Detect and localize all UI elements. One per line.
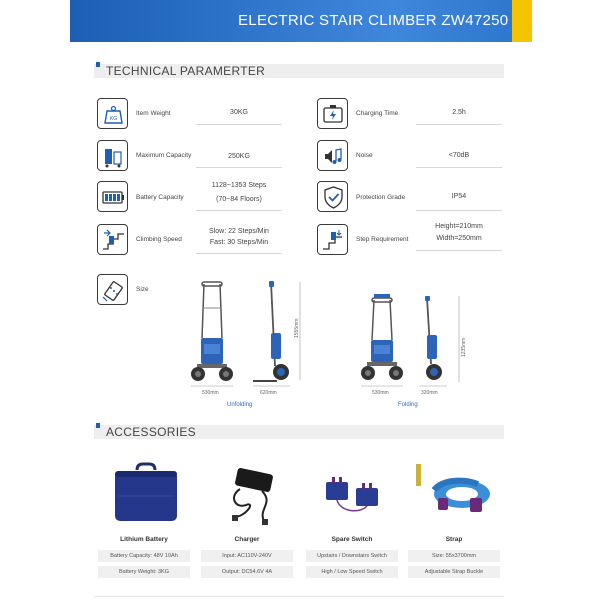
accessory-spec-strap-2: Adjustable Strap Buckle xyxy=(408,566,500,578)
accessory-name-charger: Charger xyxy=(234,536,260,543)
folding-caption: Folding xyxy=(398,402,418,408)
page-title: ELECTRIC STAIR CLIMBER ZW47250 xyxy=(238,12,509,29)
protection-grade-label: Protection Grade xyxy=(356,194,406,201)
bottom-divider xyxy=(94,596,504,597)
divider xyxy=(196,167,282,168)
divider xyxy=(196,210,282,211)
step-height-value: Height=210mm xyxy=(435,223,483,230)
protection-grade-value: IP54 xyxy=(451,193,467,200)
charger-image xyxy=(222,465,282,527)
accessory-spec-charger-2: Output: DC54.6V 4A xyxy=(201,566,293,578)
lithium-battery-image xyxy=(110,462,182,527)
unfolding-drawing xyxy=(185,278,310,393)
climbing-speed-fast: Fast: 30 Steps/Min xyxy=(209,239,269,246)
noise-icon xyxy=(317,140,348,171)
divider xyxy=(416,210,502,211)
unfolding-caption: Unfolding xyxy=(227,402,253,408)
accessory-spec-strap-1: Size: 55x3700mm xyxy=(408,550,500,562)
section-marker xyxy=(96,423,100,428)
accessory-name-strap: Strap xyxy=(445,536,463,543)
size-icon xyxy=(97,274,128,305)
folding-width: 530mm xyxy=(372,390,389,396)
battery-capacity-floors: (70~84 Floors) xyxy=(216,196,262,203)
section-marker xyxy=(96,62,100,67)
spare-switch-image xyxy=(322,470,384,520)
climbing-speed-label: Climbing Speed xyxy=(136,236,182,243)
battery-capacity-label: Battery Capacity xyxy=(136,194,184,201)
technical-section-title: TECHNICAL PARAMERTER xyxy=(106,64,266,78)
divider xyxy=(416,250,502,251)
charging-time-value: 2.5h xyxy=(452,109,466,116)
unfolding-width: 530mm xyxy=(202,390,219,396)
charging-time-label: Charging Time xyxy=(356,110,399,117)
step-width-value: Width=250mm xyxy=(436,235,482,242)
strap-image xyxy=(412,460,497,525)
max-capacity-label: Maximum Capacity xyxy=(136,152,192,159)
item-weight-label: Item Weight xyxy=(136,110,171,117)
weight-icon xyxy=(97,98,128,129)
climbing-speed-slow: Slow: 22 Steps/Min xyxy=(209,228,269,235)
unfolding-height: 1555mm xyxy=(294,318,300,338)
size-label: Size xyxy=(136,286,149,293)
accessory-name-battery: Lithium Battery xyxy=(120,536,168,543)
noise-label: Noise xyxy=(356,152,373,159)
max-capacity-value: 250KG xyxy=(228,153,250,160)
unfolding-depth: 620mm xyxy=(260,390,277,396)
svg-text:KG: KG xyxy=(109,116,118,122)
item-weight-value: 30KG xyxy=(230,109,248,116)
noise-value: <70dB xyxy=(448,152,470,159)
accessory-spec-charger-1: Input: AC110V-240V xyxy=(201,550,293,562)
step-requirement-label: Step Requirement xyxy=(356,236,409,243)
accessory-spec-battery-2: Battery Weight: 3KG xyxy=(98,566,190,578)
charging-icon xyxy=(317,98,348,129)
accessory-spec-switch-2: High / Low Speed Switch xyxy=(306,566,398,578)
accessories-section-title: ACCESSORIES xyxy=(106,425,196,439)
shield-icon xyxy=(317,181,348,212)
divider xyxy=(416,167,502,168)
accessory-name-switch: Spare Switch xyxy=(331,536,373,543)
folding-drawing xyxy=(355,290,475,393)
divider xyxy=(196,253,282,254)
battery-icon xyxy=(97,181,128,212)
stairs-icon xyxy=(97,224,128,255)
accessory-spec-battery-1: Battery Capacity: 48V 10Ah xyxy=(98,550,190,562)
battery-capacity-value: 1128~1353 Steps xyxy=(211,182,267,189)
folding-depth: 320mm xyxy=(421,390,438,396)
capacity-icon xyxy=(97,140,128,171)
header-accent-bar xyxy=(512,0,532,42)
folding-height: 1235mm xyxy=(461,337,467,357)
step-icon xyxy=(317,224,348,255)
divider xyxy=(416,124,502,125)
divider xyxy=(196,124,282,125)
accessory-spec-switch-1: Upstairs / Downstairs Switch xyxy=(306,550,398,562)
